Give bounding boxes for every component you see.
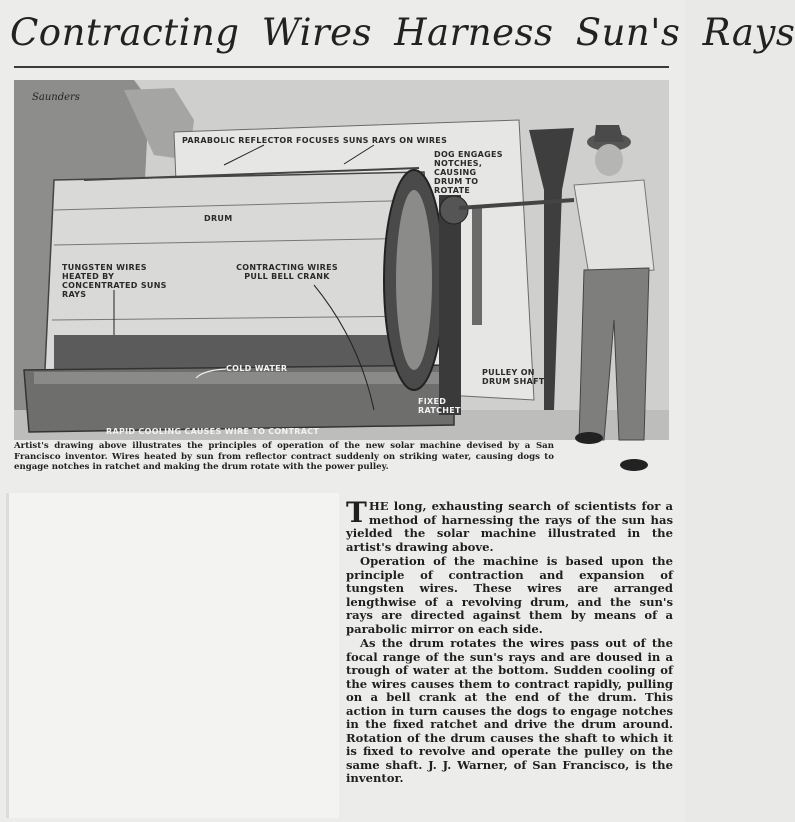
shoe: [575, 432, 603, 444]
label-tungsten: TUNGSTEN WIRES HEATED BY CONCENTRATED SUNS RAYS: [62, 263, 167, 299]
headline-rule: [14, 66, 669, 68]
chain: [472, 205, 482, 325]
shirt: [574, 180, 654, 275]
article-paragraph: Operation of the machine is based upon the principle of contraction and expansion of tungsten wires. These wires are arranged lengthwise of a revolving drum, and the sun's rays are directed against them by means of a parabolic mirror on each side.: [346, 554, 673, 636]
article-paragraph: As the drum rotates the wires pass out of the focal range of the sun's rays and are doused in a trough of water at the bottom. Sudden cooling of the wires causes them to contract rapidly, pulling on a bell crank at the end of the drum. This action in turn causes the dogs to engage notches in the fixed ratchet and drive the drum around. Rotation of the drum causes the shaft to which it is fixed to revolve and operate the pulley on the same shaft. J. J. Warner, of San Francisco, is the inventor.: [346, 636, 673, 785]
blank-region: [6, 493, 339, 818]
solar-machine-illustration: [14, 80, 669, 440]
hat-crown: [594, 125, 624, 142]
label-fixed-ratchet: FIXED RATCHET: [418, 397, 461, 415]
cold-water: [34, 372, 449, 384]
drop-cap: T: [346, 496, 367, 529]
label-rapid-cooling: RAPID COOLING CAUSES WIRE TO CONTRACT: [106, 427, 320, 436]
shoe: [620, 459, 648, 471]
headline: Contracting Wires Harness Sun's Rays: [10, 11, 795, 54]
label-cold-water: COLD WATER: [226, 364, 288, 373]
label-reflector: PARABOLIC REFLECTOR FOCUSES SUNS RAYS ON WIRES: [182, 136, 448, 145]
article-paragraph-text: HE long, exhausting search of scientists for a method of harnessing the rays of the sun has yielded the solar machine illustrated in the artist's drawing above.: [346, 499, 673, 554]
head: [595, 144, 623, 176]
illustration-caption: Artist's drawing above illustrates the principles of operation of the new solar machine devised by a San Francisco inventor. Wires heated by sun from reflector contract suddenly on striking water, causing dogs to engage notches in ratchet and making the drum rotate with the power pulley.: [14, 441, 554, 472]
label-dog: DOG ENGAGES NOTCHES, CAUSING DRUM TO ROTATE: [434, 150, 503, 195]
pulley-stand: [439, 195, 461, 415]
illustration-drawing: [14, 80, 669, 440]
label-drum: DRUM: [204, 214, 233, 223]
pulley-wheel: [440, 196, 468, 224]
article-body: [346, 496, 673, 787]
ratchet-inner: [396, 190, 432, 370]
article-paragraph: [346, 496, 673, 554]
label-contracting: CONTRACTING WIRES PULL BELL CRANK: [236, 263, 338, 281]
label-pulley: PULLEY ON DRUM SHAFT: [482, 368, 545, 386]
artist-signature: Saunders: [32, 92, 80, 103]
